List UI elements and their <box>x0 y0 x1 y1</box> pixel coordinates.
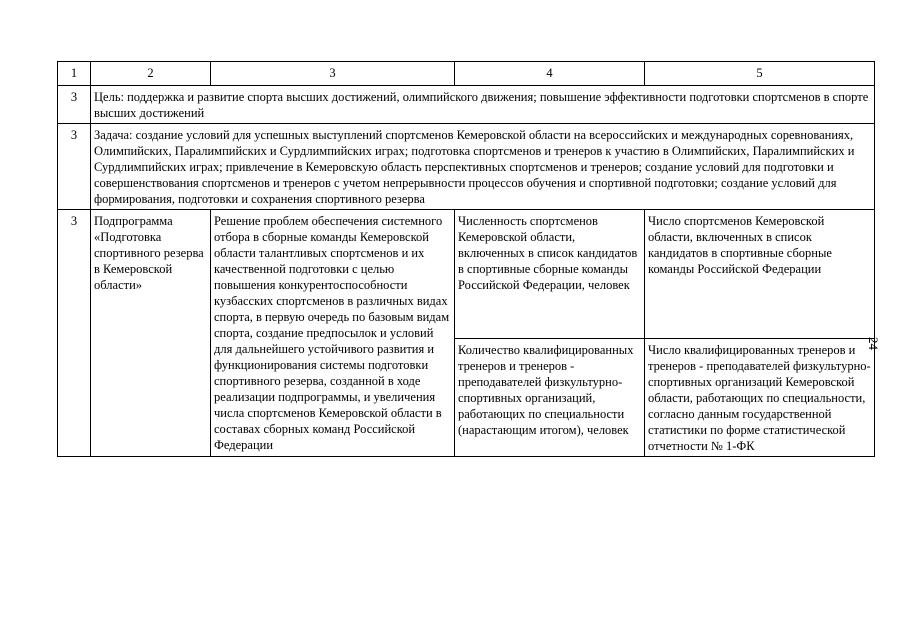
task-row-number: 3 <box>58 124 91 210</box>
method-athletes: Число спортсменов Кемеровской области, включенных в список кандидатов в спортивные сборные команды Российской Федерации <box>645 210 875 339</box>
goal-row-number: 3 <box>58 86 91 124</box>
header-cell-1: 1 <box>58 62 91 86</box>
indicator-coaches: Количество квалифицированных тренеров и тренеров - преподавателей физкультурно-спортивных организаций, работающих по специальности (нарастающим итогом), человек <box>455 339 645 457</box>
indicators-table <box>57 61 875 457</box>
page-number: 24 <box>866 337 881 350</box>
header-cell-4: 4 <box>455 62 645 86</box>
header-cell-5: 5 <box>645 62 875 86</box>
method-coaches: Число квалифицированных тренеров и тренеров - преподавателей физкультурно-спортивных организаций Кемеровской области, работающих по специальности, согласно данным государственной статистики по форме статистической отчетности № 1-ФК <box>645 339 875 457</box>
goal-row <box>58 86 875 124</box>
subprogram-description: Решение проблем обеспечения системного отбора в сборные команды Кемеровской области талантливых спортсменов и их качественной подготовки с целью повышения конкурентоспособности кузбасских спортсменов в различных видах спорта, в первую очередь по базовым видам спорта, создание предпосылок и условий для дальнейшего устойчивого развития и функционирования системы подготовки спортивного резерва, созданной в ходе реализации подпрограммы, и увеличения числа спортсменов Кемеровской области в составах сборных команд Российской Федерации <box>211 210 455 457</box>
goal-text: Цель: поддержка и развитие спорта высших достижений, олимпийского движения; повышение эффективности подготовки спортсменов в спорте высших достижений <box>91 86 875 124</box>
program-row <box>58 210 875 339</box>
subprogram-name: Подпрограмма «Подготовка спортивного резерва в Кемеровской области» <box>91 210 211 457</box>
task-text: Задача: создание условий для успешных выступлений спортсменов Кемеровской области на всероссийских и международных соревнованиях, Олимпийских, Паралимпийских и Сурдлимпийских играх; подготовка спортсменов и тренеров к участию в Олимпийских, Паралимпийских и Сурдлимпийских играх; привлечение в Кемеровскую область перспективных спортсменов и тренеров; создание условий для подготовки и совершенствования спортсменов и тренеров с учетом непрерывности процессов обучения и спортивной подготовки; создание условий для формирования, подготовки и сохранения спортивного резерва <box>91 124 875 210</box>
task-row <box>58 124 875 210</box>
header-cell-3: 3 <box>211 62 455 86</box>
header-row <box>58 62 875 86</box>
indicator-athletes: Численность спортсменов Кемеровской области, включенных в список кандидатов в спортивные сборные команды Российской Федерации, человек <box>455 210 645 339</box>
program-row-number: 3 <box>58 210 91 457</box>
header-cell-2: 2 <box>91 62 211 86</box>
